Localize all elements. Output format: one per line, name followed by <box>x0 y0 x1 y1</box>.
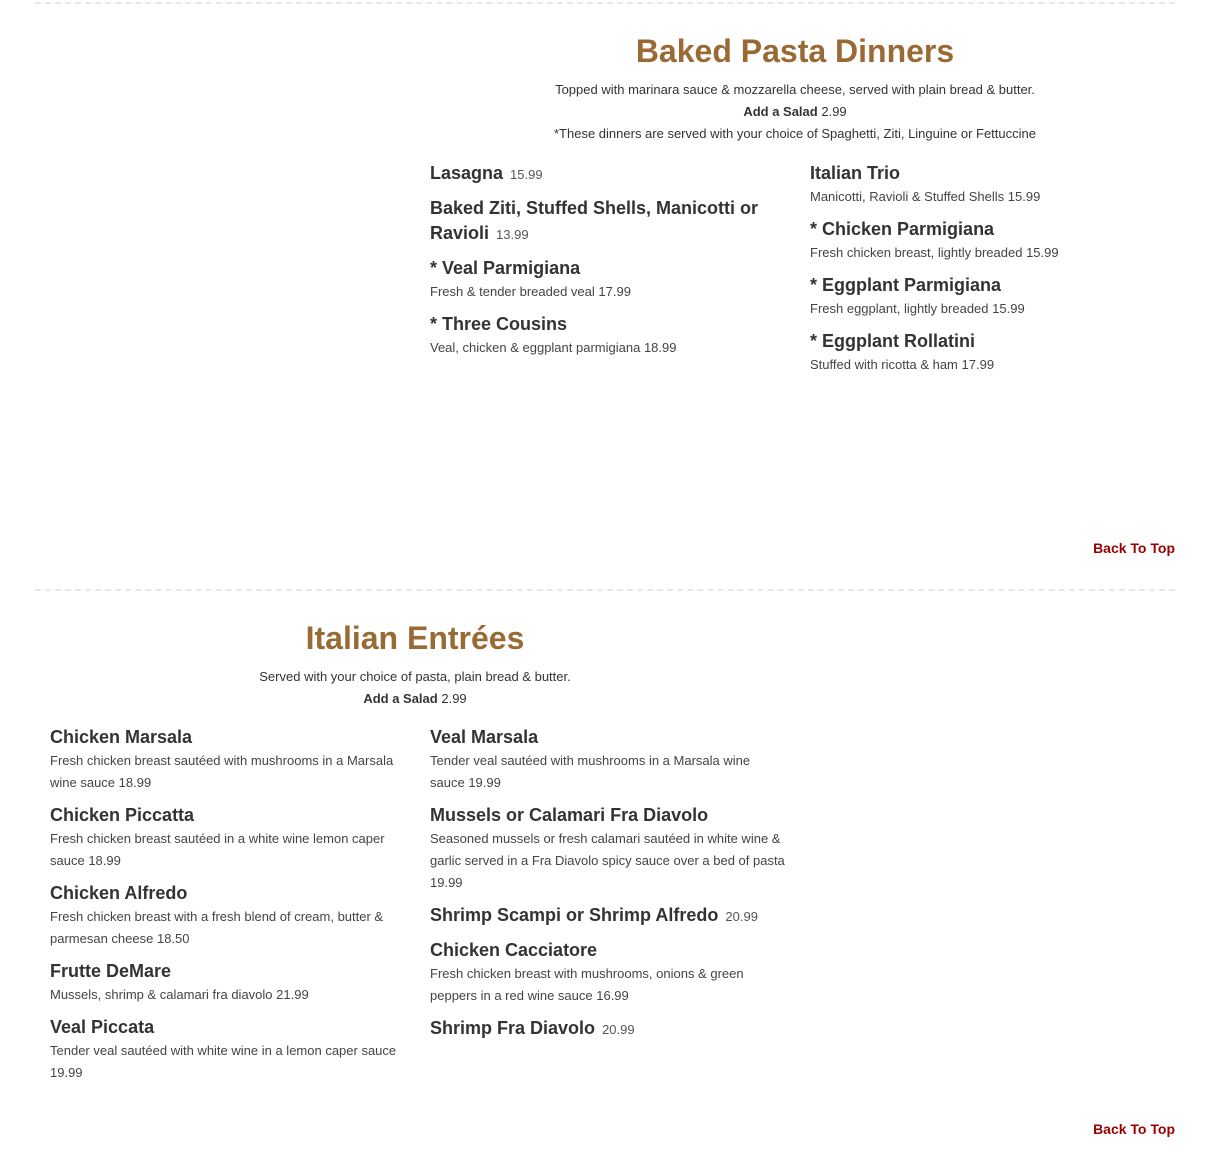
menu-item-name <box>50 881 400 906</box>
menu-item-description <box>430 828 785 894</box>
entrees-menu-column-right <box>430 725 785 1051</box>
menu-item-description <box>810 186 1170 208</box>
menu-item-description <box>50 750 400 794</box>
menu-item-price: 18.99 <box>88 853 121 868</box>
menu-item <box>430 803 785 894</box>
menu-item-description <box>810 354 1170 376</box>
menu-item-price: 19.99 <box>430 875 463 890</box>
menu-item <box>430 725 785 794</box>
menu-item <box>430 312 780 359</box>
menu-item <box>50 1015 400 1084</box>
menu-item-title: Chicken Alfredo <box>50 883 188 903</box>
baked-pasta-note: *These dinners are served with your choice of Spaghetti, Ziti, Linguine or Fettuccine <box>554 126 1036 141</box>
menu-item-price: 15.99 <box>992 301 1025 316</box>
menu-item-name <box>50 803 400 828</box>
menu-item-title: Chicken Cacciatore <box>430 940 598 960</box>
menu-item-desc-text: Fresh chicken breast sautéed in a white wine lemon caper sauce <box>50 831 385 868</box>
menu-item-name <box>810 329 1170 354</box>
menu-item-price: 21.99 <box>276 987 309 1002</box>
salad-label: Add a Salad <box>363 691 438 706</box>
menu-item-price: 15.99 <box>1026 245 1059 260</box>
menu-item-name <box>430 803 785 828</box>
entrees-intro <box>50 666 780 710</box>
entrees-salad-line <box>50 688 780 710</box>
menu-item-title: Mussels or Calamari Fra Diavolo <box>430 805 709 825</box>
section-divider <box>35 589 1175 591</box>
menu-item-name <box>810 273 1170 298</box>
menu-item-price: 18.99 <box>643 340 677 355</box>
menu-item <box>810 273 1170 320</box>
menu-item-name <box>430 725 785 750</box>
menu-item <box>50 881 400 950</box>
menu-item-description <box>50 1040 400 1084</box>
menu-item-desc-text: Veal, chicken & eggplant parmigiana <box>430 340 641 355</box>
menu-item-title: Baked Ziti, Stuffed Shells, Manicotti or Ravioli <box>430 198 759 243</box>
menu-item-price: 20.99 <box>602 1022 635 1037</box>
menu-item-name <box>50 959 400 984</box>
menu-item-title: * Veal Parmigiana <box>430 258 581 278</box>
baked-salad-line <box>430 101 1160 123</box>
salad-price: 2.99 <box>441 691 467 706</box>
menu-item-desc-text: Tender veal sautéed with mushrooms in a Marsala wine sauce <box>430 753 751 790</box>
menu-item <box>50 803 400 872</box>
menu-item <box>430 1016 785 1042</box>
menu-item-description <box>430 963 785 1007</box>
menu-item <box>430 196 780 247</box>
menu-item-title: Shrimp Scampi or Shrimp Alfredo <box>430 905 719 925</box>
menu-item-title: * Eggplant Rollatini <box>810 331 975 351</box>
menu-item-desc-text: Fresh chicken breast, lightly breaded <box>810 245 1023 260</box>
menu-item-description <box>810 298 1170 320</box>
menu-item-name <box>430 161 780 187</box>
menu-item-title: Chicken Piccatta <box>50 805 195 825</box>
entrees-menu-column-left <box>50 725 400 1093</box>
menu-item-title: * Chicken Parmigiana <box>810 219 995 239</box>
baked-pasta-intro <box>430 79 1160 145</box>
menu-item-price: 13.99 <box>496 227 529 242</box>
menu-item-price: 18.99 <box>118 775 152 790</box>
baked-intro-line: Topped with marinara sauce & mozzarella cheese, served with plain bread & butter. <box>555 82 1035 97</box>
menu-item-price: 20.99 <box>725 909 758 924</box>
menu-item-description <box>430 750 785 794</box>
menu-item-price: 19.99 <box>468 775 501 790</box>
menu-item <box>810 161 1170 208</box>
menu-item-desc-text: Tender veal sautéed with white wine in a lemon caper sauce <box>50 1043 397 1058</box>
menu-item-price: 17.99 <box>961 357 995 372</box>
menu-item-title: Chicken Marsala <box>50 727 193 747</box>
menu-item-name <box>50 725 400 750</box>
menu-item-desc-text: Fresh chicken breast sautéed with mushrooms in a Marsala wine sauce <box>50 753 394 790</box>
menu-item-title: Shrimp Fra Diavolo <box>430 1018 596 1038</box>
menu-item-desc-text: Mussels, shrimp & calamari fra diavolo <box>50 987 273 1002</box>
menu-item-title: Frutte DeMare <box>50 961 172 981</box>
menu-item-desc-text: Fresh eggplant, lightly breaded <box>810 301 989 316</box>
menu-item <box>50 959 400 1006</box>
menu-item <box>50 725 400 794</box>
menu-item-title: Italian Trio <box>810 163 901 183</box>
menu-item-desc-text: Fresh chicken breast with a fresh blend of cream, butter & parmesan cheese <box>50 909 384 946</box>
italian-entrees-title: Italian Entrées <box>305 620 525 656</box>
menu-item-desc-text: Fresh & tender breaded veal <box>430 284 595 299</box>
menu-item <box>810 217 1170 264</box>
menu-item-name <box>430 903 785 929</box>
menu-item-name <box>430 196 780 247</box>
menu-item-description <box>50 828 400 872</box>
salad-price: 2.99 <box>821 104 847 119</box>
menu-item-title: * Three Cousins <box>430 314 568 334</box>
menu-item-description <box>430 281 780 303</box>
menu-item <box>430 161 780 187</box>
menu-item-name <box>430 256 780 281</box>
menu-item-price: 15.99 <box>1007 189 1041 204</box>
salad-label: Add a Salad <box>743 104 818 119</box>
menu-item-desc-text: Stuffed with ricotta & ham <box>810 357 958 372</box>
menu-item-description <box>50 906 400 950</box>
menu-item-price: 19.99 <box>50 1065 83 1080</box>
menu-item-name <box>430 312 780 337</box>
baked-menu-column-right <box>810 161 1170 385</box>
menu-item <box>430 938 785 1007</box>
menu-item-desc-text: Fresh chicken breast with mushrooms, onions & green peppers in a red wine sauce <box>430 966 744 1003</box>
section-divider-top <box>35 2 1175 4</box>
menu-item <box>810 329 1170 376</box>
menu-item-desc-text: Seasoned mussels or fresh calamari sautéed in white wine & garlic served in a Fra Diavolo spicy sauce over a bed of pasta <box>430 831 785 868</box>
menu-item-description <box>50 984 400 1006</box>
menu-item-name <box>810 161 1170 186</box>
menu-item-name <box>430 1016 785 1042</box>
menu-item-price: 17.99 <box>598 284 631 299</box>
menu-item-name <box>430 938 785 963</box>
menu-item-name <box>50 1015 400 1040</box>
entrees-intro-line: Served with your choice of pasta, plain bread & butter. <box>259 669 571 684</box>
menu-item-name <box>810 217 1170 242</box>
back-to-top-link[interactable]: Back To Top <box>1093 540 1175 556</box>
menu-item-price: 15.99 <box>510 167 543 182</box>
menu-item-title: * Eggplant Parmigiana <box>810 275 1002 295</box>
menu-item-title: Veal Marsala <box>430 727 539 747</box>
menu-item-title: Veal Piccata <box>50 1017 155 1037</box>
menu-item-description <box>430 337 780 359</box>
menu-item-desc-text: Manicotti, Ravioli & Stuffed Shells <box>810 189 1005 204</box>
menu-item-price: 16.99 <box>596 988 629 1003</box>
menu-item-title: Lasagna <box>430 163 504 183</box>
baked-menu-column-left <box>430 161 780 368</box>
menu-item-price: 18.50 <box>156 931 190 946</box>
menu-item <box>430 256 780 303</box>
menu-item <box>430 903 785 929</box>
baked-pasta-title: Baked Pasta Dinners <box>635 33 955 69</box>
back-to-top-link[interactable]: Back To Top <box>1093 1121 1175 1137</box>
menu-item-description <box>810 242 1170 264</box>
